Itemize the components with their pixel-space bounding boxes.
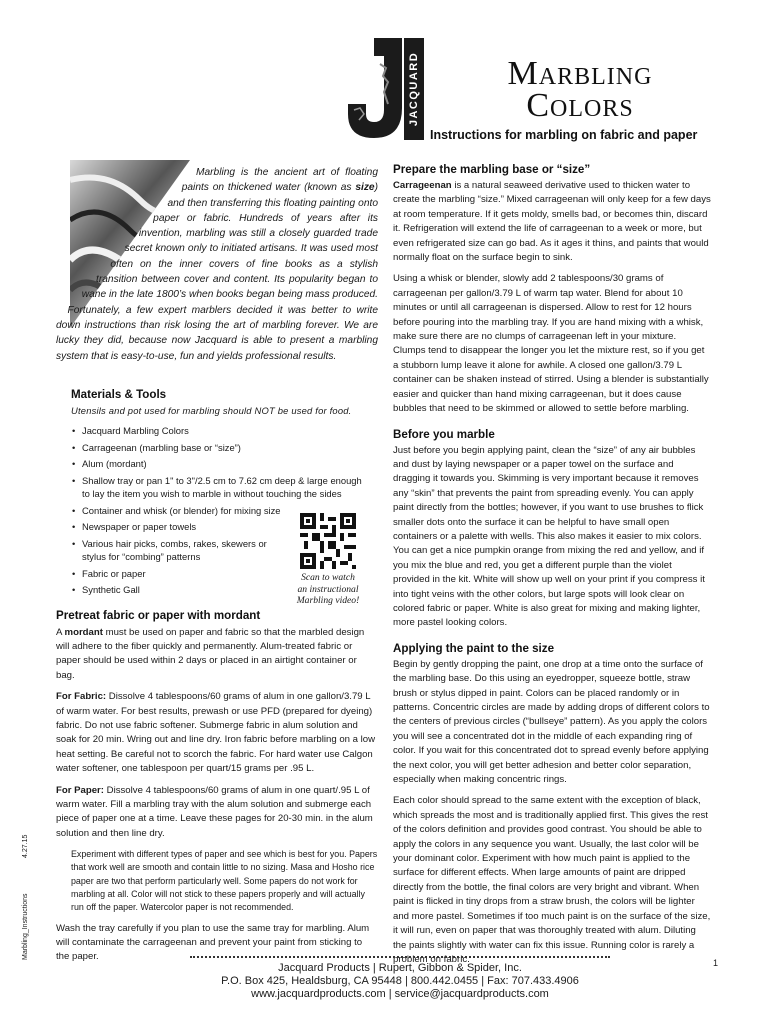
list-item: • Jacquard Marbling Colors <box>72 424 292 438</box>
applying-heading: Applying the paint to the size <box>393 641 555 655</box>
list-item: • Container and whisk (or blender) for mixing size <box>72 504 292 518</box>
mixing-paragraph: Using a whisk or blender, slowly add 2 tablespoons/30 grams of carrageenan per gallon/3.79 L of warm tap water. Blend for about 10 minutes or until all carrageenan is dispersed. Allow to rest for 12 hours before pouring into the marbling tray. If you are hand mixing with a whisk, make sure there are no clumps of carrageenan left in your mixture. Clumps tend to disappear the longer you let the mixture rest, so if you get a stubborn lump leave it alone for awhile. A closed one gallon/3.79 L container can be shaken instead of stirred. Using a blender is substantially easier and quicker than hand mixing carrageenan, but it does cause bubbles that need to be skimmed or allowed to settle before marbling. <box>393 273 709 415</box>
page-subtitle: Instructions for marbling on fabric and paper <box>430 128 698 142</box>
materials-note: Utensils and pot used for marbling should NOT be used for food. <box>71 405 352 416</box>
logo-brand-text: JACQUARD <box>408 51 420 127</box>
qr-code[interactable] <box>300 513 356 569</box>
applying-paragraph-2: Each color should spread to the same extent with the exception of black, which spreads the most and is traditionally applied first. This gives the rest of the colors definition and provides good contrast. You should be able to apply the colors in any sequence you want. Usually, the last color will be your dominant color. Experiment with how much paint is applied to the surface for different effects. When large amounts of paint are dripped directly from the bottle, the final colors are very bright and vibrant. When paint is flicked in tiny drops from a straw brush, the colors will be lighter and more pastel. Sometimes if too much paint is on the surface of the size, it will run, even on paper that was thoroughly treated with alum. Diluting the paints slightly with water can fix this issue. Running color is rarely a problem on fabric. <box>393 795 711 965</box>
left-column <box>56 388 378 965</box>
paper-note: Experiment with different types of paper and see which is best for you. Papers that work well are smooth and contain little to no sizing. Masa and Hosho rice paper are two that perform particularly well. Some papers do not work for marbling at all. Color will not stick to these papers properly and will actually run off the paper. Watercolor paper is not recommended. <box>71 849 378 913</box>
list-item: • Shallow tray or pan 1" to 3"/2.5 cm to 7.62 cm deep & large enough to lay the item you wish to marble in without touching the sides <box>72 474 372 501</box>
qr-caption: Scan to watch an instructional Marbling video! <box>296 572 360 606</box>
list-item: • Synthetic Gall <box>72 583 292 597</box>
intro-paragraph: Marbling is the ancient art of floating paints on thickened water (known as size) and then transferring this floating painting onto paper or fabric. Hundreds of years after its invention, marbling was still a closely guarded trade secret known only to initiated artisans. It was used most often on the inner covers of fine books as a stylish transition between cover and content. Its popularity began to wane in the late 1800’s when books began being mass produced. Fortunately, a few expert marblers decided it was better to write down instructions than risk losing the art of marbling forever. We are lucky they did, because now Jacquard is able to present a marbling system that is easy-to-use, fun and yields professional results. <box>56 167 378 362</box>
size-term: size <box>355 182 375 194</box>
pretreat-paragraph: A mordant must be used on paper and fabric so that the marbled design will adhere to the fiber quickly and permanently. Alum-treated fabric or paper should be used within 2 days or placed in an airtight container or bag. <box>56 626 365 681</box>
revision-date: 4.27.15 <box>22 834 29 858</box>
prepare-heading: Prepare the marbling base or “size” <box>393 163 591 176</box>
list-item: • Alum (mordant) <box>72 457 292 471</box>
footer-address: P.O. Box 425, Healdsburg, CA 95448 | 800.442.0455 | Fax: 707.433.4906 <box>221 975 579 987</box>
before-heading: Before you marble <box>393 427 495 441</box>
pretreat-heading: Pretreat fabric or paper with mordant <box>56 608 261 622</box>
carrageenan-paragraph: Carrageenan is a natural seaweed derivative used to thicken water to create the marbling “size.” Mixed carrageenan will only keep for a few days at room temperature. If it gets moldy, smells bad, or becomes thin, discard it. Refrigeration will extend the life of carrageenan to a week or more, but even refrigerated size can go bad. As it ages it thins, and paints that would normally float on the surface begin to sink. <box>393 180 711 264</box>
materials-heading: Materials & Tools <box>71 388 167 401</box>
footer-divider <box>190 956 610 958</box>
footer <box>150 962 650 1001</box>
footer-company: Jacquard Products | Rupert, Gibbon & Spider, Inc. <box>278 962 522 974</box>
applying-paragraph-1: Begin by gently dropping the paint, one drop at a time onto the surface of the marbling base. Do this using an eyedropper, squeeze bottle, straw brush or stylus dipped in paint. Colors can be placed randomly or in patterns. Concentric circles are made by adding drops of different colors to the centers of previous circles (“bullseye” pattern). As you apply the colors you will see a concentrated dot in the middle of each expanding ring of color. If you wait for this concentrated dot to spread evenly before applying the next color, you will get better adhesion and better color separation, especially when making concentric rings. <box>393 658 710 786</box>
list-item: • Newspaper or paper towels <box>72 520 292 534</box>
document-name: Marbling_Instructions <box>22 893 29 960</box>
before-paragraph: Just before you begin applying paint, clean the “size” of any air bubbles and dust by laying newspaper or a paper towel on the surface and dragging it towards you. Skimming is very important because it removes any “skin” that prevents the paint from spreading evenly. You can apply paint directly from the bottles; however, if you want to use brushes to flick smaller dots onto the surface it can be helpful to have small open containers or a palette with wells. This also makes it easier to mix colors. You can get a nice pumpkin orange from mixing the red and yellow, and if you mix the blue and red, you get a different purple than the violet provided in the kit. White will show up well on your print if you compress it into tight veins with the other colors, but large spots will look clear on colored fabric or paper. White is also great for mixing and making lighter, more pastel looking colors. <box>393 444 705 629</box>
fabric-paragraph: For Fabric: Dissolve 4 tablespoons/60 grams of alum in one gallon/3.79 L of warm water. For best results, prewash or use PFD (prepared for dyeing) fabric. Do not use fabric softener. Submerge fabric in alum solution and soak for 20 min. Wring out and line dry. Iron fabric before marbling on a low heat setting. Be careful not to scorch the fabric. For hard water use Calgon water softener, one tablespoon per quart/15 grams per .95 L. <box>56 691 376 775</box>
jacquard-logo <box>340 34 426 144</box>
title-line-2: Colors <box>526 87 634 124</box>
page-number: 1 <box>713 958 719 968</box>
page-title <box>470 55 690 124</box>
wash-paragraph: Wash the tray carefully if you plan to use the same tray for marbling. Alum will contaminate the carrageenan and prevent your paint from sticking to the paper. <box>56 922 370 963</box>
footer-links[interactable]: www.jacquardproducts.com | service@jacquardproducts.com <box>251 988 549 1000</box>
list-item: • Carrageenan (marbling base or “size”) <box>72 441 292 455</box>
paper-paragraph: For Paper: Dissolve 4 tablespoons/60 grams of alum in one quart/.95 L of warm water. Fill a marbling tray with the alum solution and submerge each piece of paper one at a time. Leave these pages for 20-30 min. in the alum solution and then line dry. <box>56 784 373 839</box>
right-column <box>393 163 711 967</box>
list-item: • Fabric or paper <box>72 567 292 581</box>
list-item: • Various hair picks, combs, rakes, skewers or stylus for “combing” patterns <box>72 537 272 564</box>
title-line-1: Marbling <box>507 55 653 92</box>
